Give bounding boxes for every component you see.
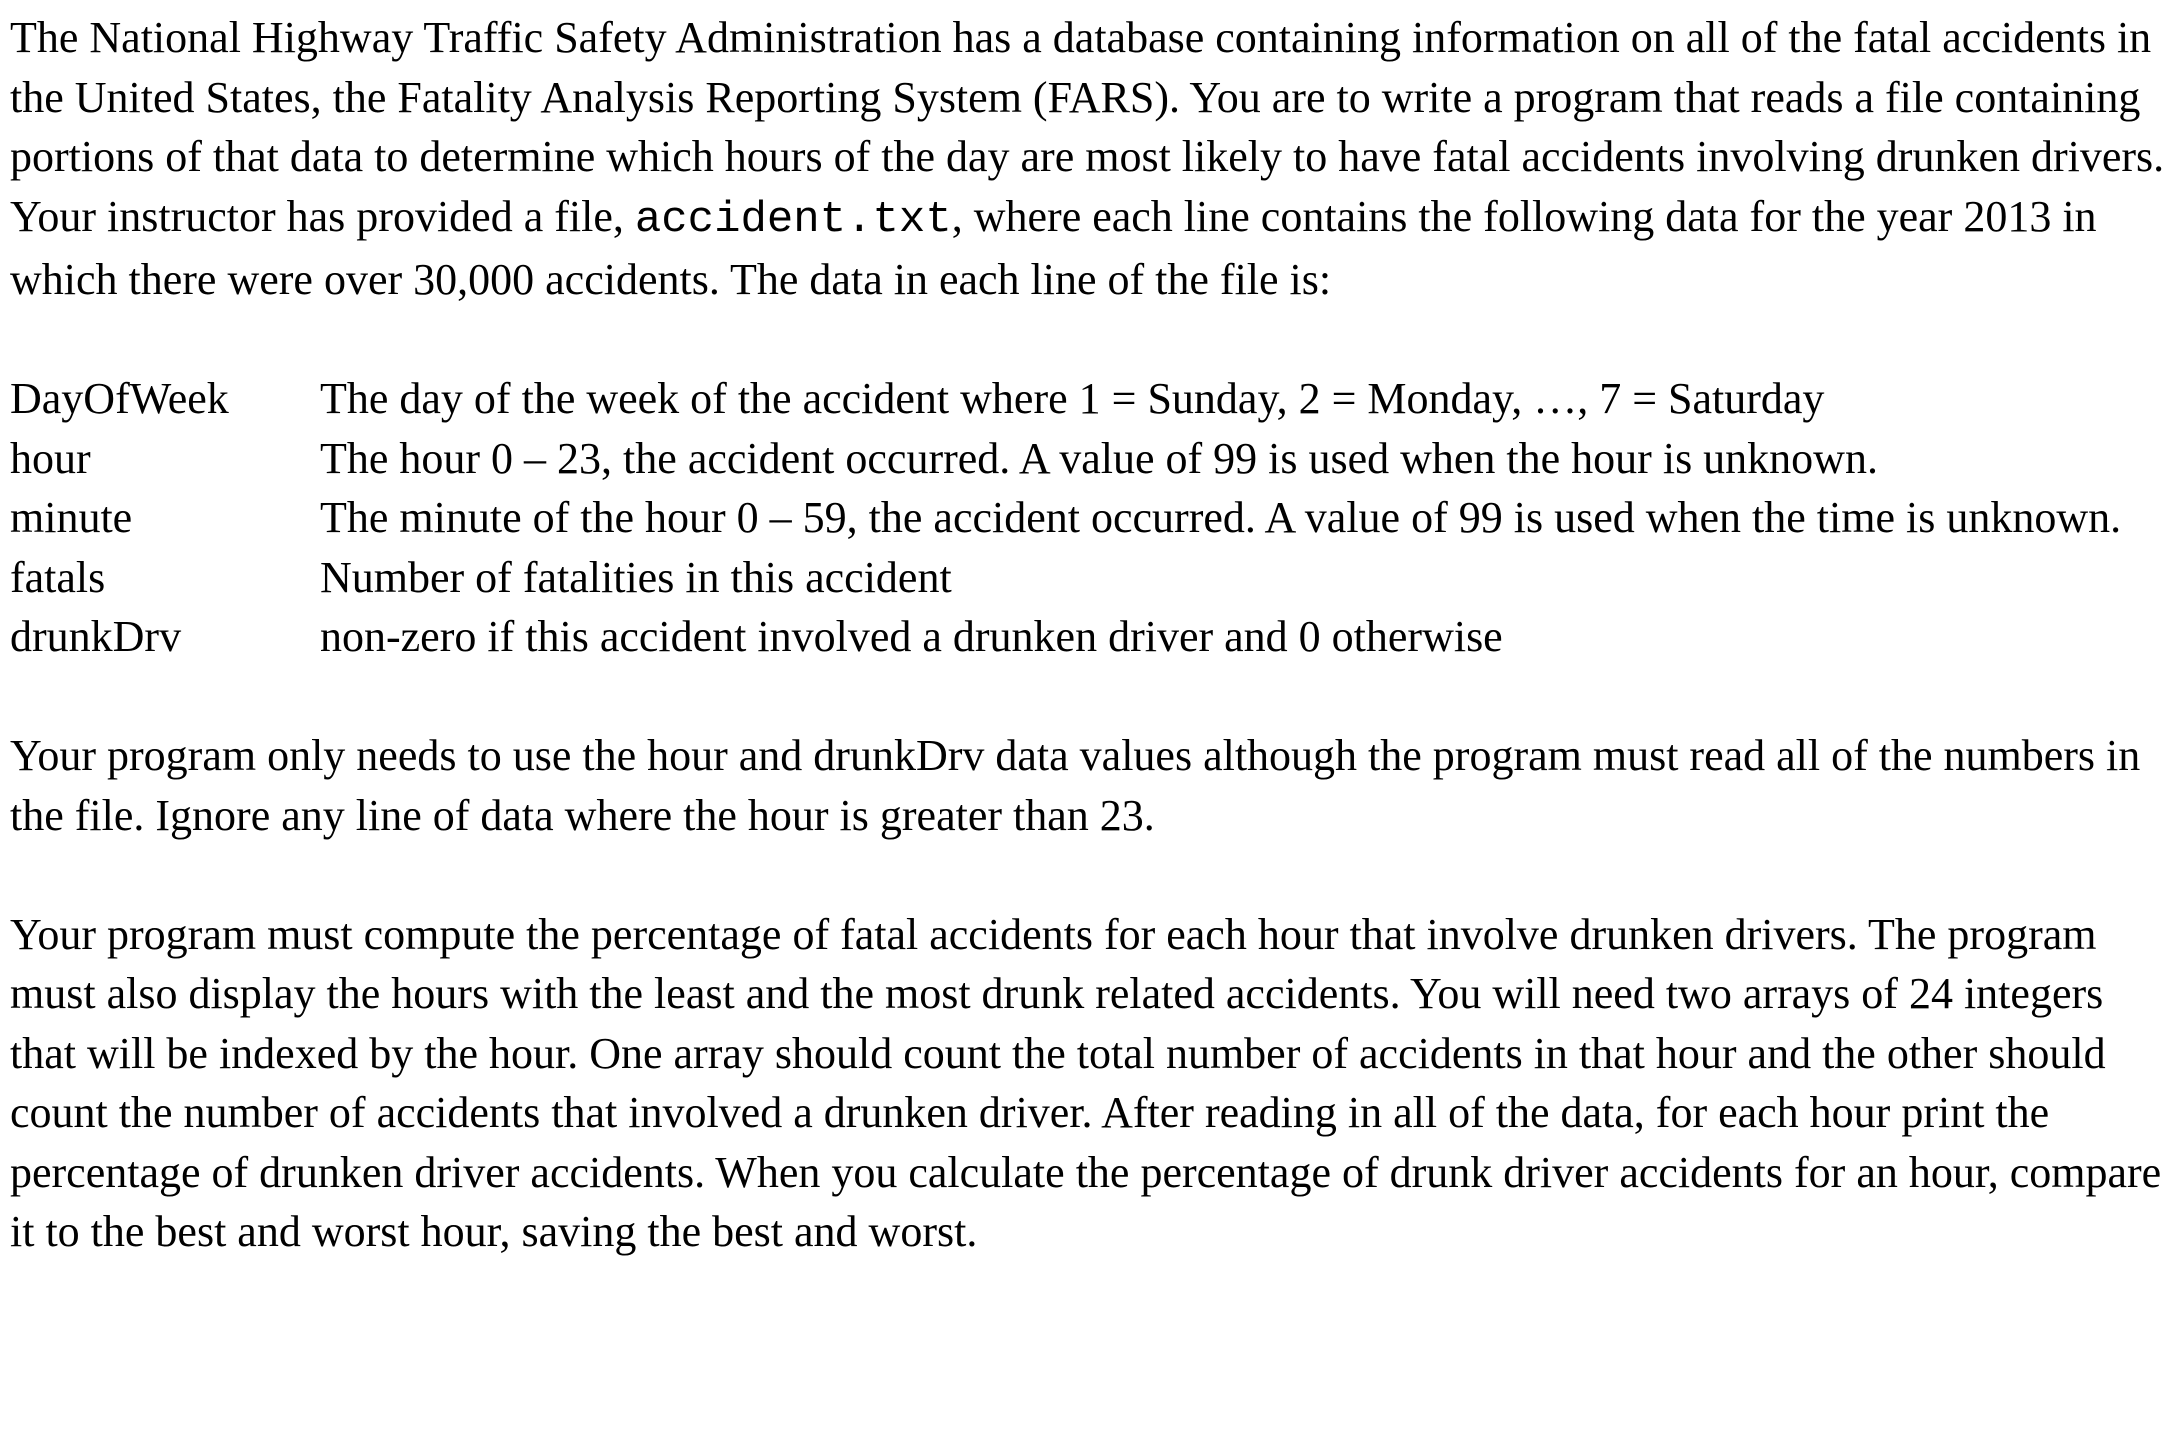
paragraph-spacer [10,845,2170,905]
filename-code: accident.txt [634,194,952,245]
field-description: The day of the week of the accident where 1 = Sunday, 2 = Monday, …, 7 = Saturday [320,374,1825,423]
document-body [10,8,2170,1262]
field-name: hour [10,433,91,483]
computation-paragraph: Your program must compute the percentage of fatal accidents for each hour that involve drunken drivers. The program must also display the hours with the least and the most drunk related accidents. You will need two arrays of 24 integers that will be indexed by the hour. One array should count the total number of accidents in that hour and the other should count the number of accidents that involved a drunken driver. After reading in all of the data, for each hour print the percentage of drunken driver accidents. When you calculate the percentage of drunk driver accidents for an hour, compare it to the best and worst hour, saving the best and worst. [10,909,2162,1256]
paragraph-spacer [10,310,2170,370]
hour-usage-paragraph: Your program only needs to use the hour and drunkDrv data values although the program must read all of the numbers in the file. Ignore any line of data where the hour is greater than 23. [10,731,2141,840]
field-description: non-zero if this accident involved a drunken driver and 0 otherwise [320,612,1503,661]
field-description: The minute of the hour 0 – 59, the accident occurred. A value of 99 is used when the time is unknown. [320,493,2122,542]
field-name: drunkDrv [10,612,182,661]
field-definition-list [10,369,2170,667]
field-description: Number of fatalities in this accident [320,552,952,602]
intro-text-after: , where each line contains the following data for the year 2013 in which there were over 30,000 accidents. The data in each line of the file is: [10,191,2097,304]
field-name: DayOfWeek [10,374,229,423]
intro-paragraph [10,8,2170,310]
field-name: fatals [10,552,106,602]
intro-text-before: The National Highway Traffic Safety Administration has a database containing information on all of the fatal accidents in the United States, the Fatality Analysis Reporting System (FARS). You are to write a program that reads a file containing portions of that data to determine which hours of the day are most likely to have fatal accidents involving drunken drivers. Your instructor has provided a file, [10,13,2165,241]
paragraph-spacer [10,667,2170,727]
field-description: The hour 0 – 23, the accident occurred. A value of 99 is used when the hour is unknown. [320,433,1878,483]
field-name: minute [10,493,133,542]
